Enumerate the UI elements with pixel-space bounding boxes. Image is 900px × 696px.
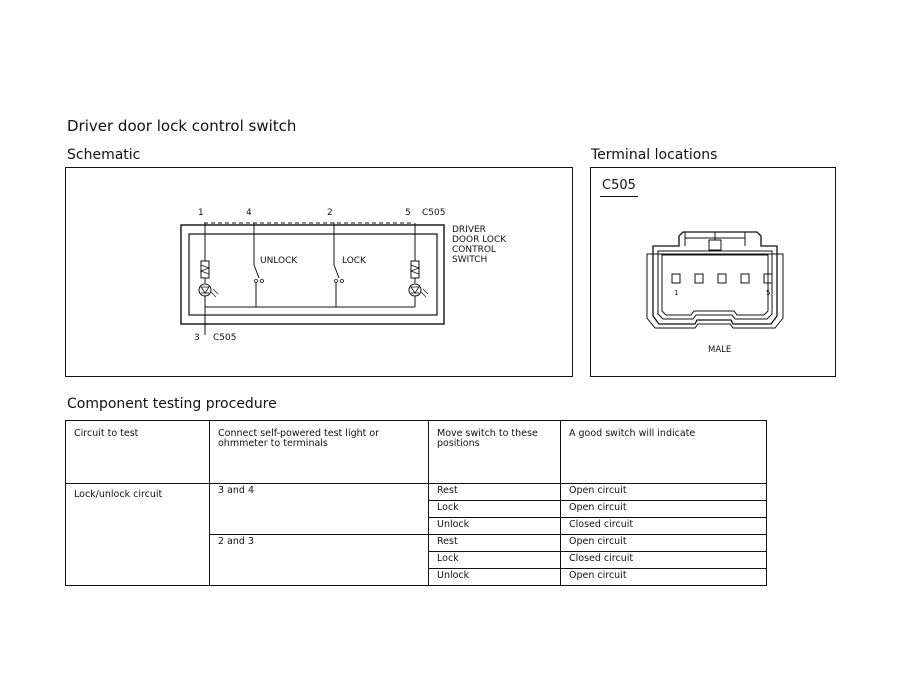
schematic-heading: Schematic (67, 147, 141, 163)
connector-face-diagram (591, 168, 834, 375)
terminals-cell: 3 and 4 (210, 484, 429, 535)
result-cell: Open circuit (561, 535, 767, 552)
procedure-table (65, 420, 767, 586)
component-label-line3: CONTROL (452, 245, 496, 255)
pin-label-4: 4 (246, 208, 252, 218)
connector-label-bottom: C505 (213, 333, 237, 343)
result-cell: Closed circuit (561, 552, 767, 569)
pin-label-3: 3 (194, 333, 200, 343)
result-cell: Open circuit (561, 501, 767, 518)
terminal-cavity-1 (672, 274, 680, 283)
schematic-diagram (66, 168, 571, 375)
position-cell: Unlock (429, 518, 561, 535)
unlock-switch-blade (254, 265, 259, 278)
terminal-heading: Terminal locations (591, 147, 718, 163)
component-label-line2: DOOR LOCK (452, 235, 507, 245)
connector-lock-tab (709, 240, 721, 250)
terminal-cavity-4 (741, 274, 749, 283)
result-cell: Open circuit (561, 484, 767, 501)
pin-label-5: 5 (405, 208, 411, 218)
lamp-left (199, 284, 211, 296)
result-cell: Closed circuit (561, 518, 767, 535)
circuit-cell: Lock/unlock circuit (66, 484, 210, 586)
pin-label-1: 1 (198, 208, 204, 218)
terminal-pin-last: 5 (766, 289, 771, 297)
position-cell: Lock (429, 501, 561, 518)
terminals-cell: 2 and 3 (210, 535, 429, 586)
component-label-line4: SWITCH (452, 255, 488, 265)
terminal-pin-first: 1 (674, 289, 679, 297)
procedure-heading: Component testing procedure (67, 396, 277, 412)
terminal-connector-id: C505 (602, 178, 636, 193)
terminal-frame (590, 167, 836, 377)
header-circuit: Circuit to test (66, 421, 210, 484)
connector-label-top: C505 (422, 208, 446, 218)
page-title: Driver door lock control switch (67, 117, 297, 135)
lock-label: LOCK (342, 256, 366, 266)
switch-housing-outer (181, 225, 444, 324)
component-label-line1: DRIVER (452, 225, 486, 235)
procedure-header-row (66, 421, 767, 484)
result-cell: Open circuit (561, 569, 767, 586)
position-cell: Lock (429, 552, 561, 569)
header-indication: A good switch will indicate (561, 421, 767, 484)
switch-housing-inner (189, 234, 437, 315)
position-cell: Rest (429, 484, 561, 501)
pin-label-2: 2 (327, 208, 333, 218)
lamp-right (409, 284, 421, 296)
schematic-frame (65, 167, 573, 377)
connector-gender-label: MALE (708, 345, 732, 355)
terminal-cavity-3 (718, 274, 726, 283)
unlock-label: UNLOCK (260, 256, 298, 266)
position-cell: Rest (429, 535, 561, 552)
header-positions: Move switch to these positions (429, 421, 561, 484)
lock-switch-blade (334, 265, 339, 278)
position-cell: Unlock (429, 569, 561, 586)
header-terminals: Connect self-powered test light or ohmmeter to terminals (210, 421, 429, 484)
table-row (66, 484, 767, 501)
terminal-cavity-2 (695, 274, 703, 283)
